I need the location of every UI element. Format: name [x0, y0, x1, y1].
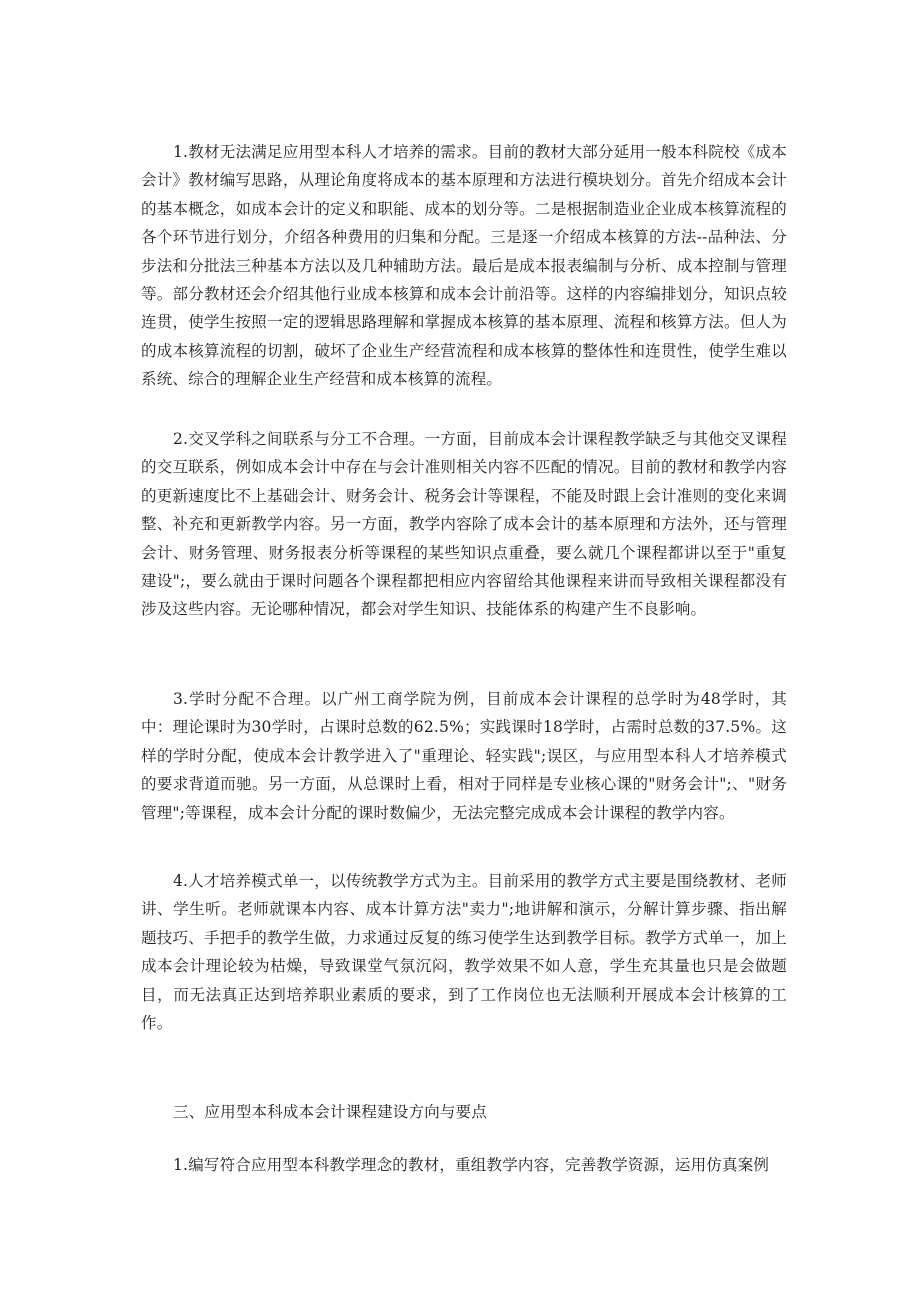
- paragraph-teaching-mode-issue: 4.人才培养模式单一，以传统教学方式为主。目前采用的教学方式主要是围绕教材、老师讲、学生听。老师就课本内容、成本计算方法"卖力";地讲解和演示，分解计算步骤、指出解题技巧、手把手的教学生做，力求通过反复的练习使学生达到教学目标。教学方式单一，加上成本会计理论较为枯燥，导致课堂气氛沉闷，教学效果不如人意，学生充其量也只是会做题目，而无法真正达到培养职业素质的要求，到了工作岗位也无法顺利开展成本会计核算的工作。: [141, 872, 787, 1033]
- paragraph-class-hours-issue: 3.学时分配不合理。以广州工商学院为例，目前成本会计课程的总学时为48学时，其中：理论课时为30学时，占课时总数的62.5%；实践课时18学时，占需时总数的37.5%。这样的学时分配，使成本会计教学进入了"重理论、轻实践";误区，与应用型本科人才培养模式的要求背道而驰。另一方面，从总课时上看，相对于同样是专业核心课的"财务会计";、"财务管理";等课程，成本会计分配的课时数偏少，无法完整完成成本会计课程的教学内容。: [141, 690, 787, 822]
- paragraph-textbook-proposal: 1.编写符合应用型本科教学理念的教材，重组教学内容，完善教学资源，运用仿真案例: [173, 1156, 770, 1174]
- paragraph-textbook-issue: 1.教材无法满足应用型本科人才培养的需求。目前的教材大部分延用一般本科院校《成本会计》教材编写思路，从理论角度将成本的基本原理和方法进行模块划分。首先介绍成本会计的基本概念，如成本会计的定义和职能、成本的划分等。二是根据制造业企业成本核算流程的各个环节进行划分，介绍各种费用的归集和分配。三是逐一介绍成本核算的方法--品种法、分步法和分批法三种基本方法以及几种辅助方法。最后是成本报表编制与分析、成本控制与管理等。部分教材还会介绍其他行业成本核算和成本会计前沿等。这样的内容编排划分，知识点较连贯，使学生按照一定的逻辑思路理解和掌握成本核算的基本原理、流程和核算方法。但人为的成本核算流程的切割，破坏了企业生产经营流程和成本核算的整体性和连贯性，使学生难以系统、综合的理解企业生产经营和成本核算的流程。: [141, 143, 787, 389]
- paragraph-interdisciplinary-issue: 2.交叉学科之间联系与分工不合理。一方面，目前成本会计课程教学缺乏与其他交叉课程的交互联系，例如成本会计中存在与会计准则相关内容不匹配的情况。目前的教材和教学内容的更新速度比不上基础会计、财务会计、税务会计等课程，不能及时跟上会计准则的变化来调整、补充和更新教学内容。另一方面，教学内容除了成本会计的基本原理和方法外，还与管理会计、财务管理、财务报表分析等课程的某些知识点重叠，要么就几个课程都讲以至于"重复建设";，要么就由于课时问题各个课程都把相应内容留给其他课程来讲而导致相关课程都没有涉及这些内容。无论哪种情况，都会对学生知识、技能体系的构建产生不良影响。: [141, 430, 787, 619]
- section-heading: 三、应用型本科成本会计课程建设方向与要点: [173, 1103, 488, 1121]
